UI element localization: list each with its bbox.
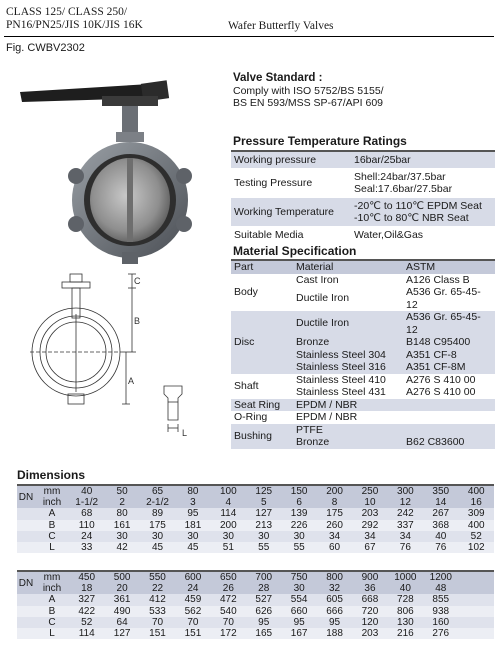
dim-cell: 102: [458, 542, 494, 553]
row-label: L: [35, 542, 69, 553]
dim-cell: 52: [458, 531, 494, 542]
size-cell: 1-1/2: [69, 497, 104, 508]
size-cell: 80: [175, 485, 210, 497]
dim-cell: 52: [69, 617, 104, 628]
part-label: Shaft: [231, 374, 293, 399]
row-label: C: [35, 531, 69, 542]
dim-cell: [458, 628, 494, 639]
astm-cell: A276 S 410 00: [403, 374, 495, 387]
dim-cell: 30: [140, 531, 175, 542]
dimensions-table-2: [17, 570, 494, 639]
dim-cell: 70: [140, 617, 175, 628]
dn-spacer: [17, 520, 35, 531]
unit-inch: inch: [35, 583, 69, 594]
dim-cell: 361: [104, 594, 139, 605]
table-header-row: [17, 497, 494, 508]
dim-cell: 533: [140, 606, 175, 617]
table-row: [231, 169, 495, 198]
dim-cell: 368: [423, 520, 458, 531]
astm-cell: A276 S 410 00: [403, 386, 495, 399]
row-label: B: [35, 520, 69, 531]
table-row: [231, 198, 495, 227]
size-cell: 1200: [423, 571, 458, 583]
astm-cell: [403, 424, 495, 437]
size-cell: 250: [352, 485, 387, 497]
table-row: [231, 152, 495, 169]
dim-cell: 34: [388, 531, 423, 542]
dim-cell: 34: [352, 531, 387, 542]
valve-standard-line-1: Comply with ISO 5752/BS 5155/: [233, 84, 384, 97]
row-value-line-2: -10℃ to 80℃ NBR Seat: [354, 212, 469, 224]
dim-cell: 327: [69, 594, 104, 605]
dim-label-a: A: [128, 376, 135, 386]
material-cell: PTFE: [293, 424, 403, 437]
dim-cell: 400: [458, 520, 494, 531]
size-cell: 6: [281, 497, 316, 508]
dim-cell: 203: [352, 508, 387, 519]
dim-cell: 260: [317, 520, 352, 531]
table-row: [17, 628, 494, 639]
material-table: [231, 259, 495, 449]
row-value: 16bar/25bar: [351, 152, 495, 169]
size-cell: 26: [211, 583, 246, 594]
table-row: [231, 227, 495, 244]
dim-cell: 938: [423, 606, 458, 617]
dim-cell: 151: [140, 628, 175, 639]
dim-cell: 45: [140, 542, 175, 553]
dim-cell: 30: [175, 531, 210, 542]
dim-cell: 412: [140, 594, 175, 605]
dim-cell: 226: [281, 520, 316, 531]
dim-cell: 188: [317, 628, 352, 639]
size-cell: 3: [175, 497, 210, 508]
dim-cell: 130: [388, 617, 423, 628]
size-cell: 350: [423, 485, 458, 497]
size-cell: 400: [458, 485, 494, 497]
size-cell: 30: [281, 583, 316, 594]
material-cell: Ductile Iron: [293, 311, 403, 336]
table-row: [17, 508, 494, 519]
dim-cell: 60: [317, 542, 352, 553]
size-cell: 16: [458, 497, 494, 508]
dim-cell: 76: [423, 542, 458, 553]
dim-cell: 127: [246, 508, 281, 519]
table-row: [17, 606, 494, 617]
row-label: A: [35, 594, 69, 605]
row-label: Working pressure: [231, 152, 351, 169]
size-cell: 600: [175, 571, 210, 583]
material-cell: Stainless Steel 316: [293, 361, 403, 374]
size-cell: 4: [211, 497, 246, 508]
dim-cell: 172: [211, 628, 246, 639]
valve-standard-title: Valve Standard :: [233, 72, 323, 84]
table-row: [231, 374, 495, 387]
dn-header: DN: [17, 485, 35, 508]
dim-cell: 720: [352, 606, 387, 617]
size-cell: 100: [211, 485, 246, 497]
dn-spacer: [17, 542, 35, 553]
dim-cell: 45: [175, 542, 210, 553]
dim-cell: 728: [388, 594, 423, 605]
table-row: [17, 531, 494, 542]
size-cell: [458, 571, 494, 583]
dn-spacer: [17, 531, 35, 542]
dim-cell: 660: [281, 606, 316, 617]
size-cell: 48: [423, 583, 458, 594]
dim-cell: 34: [317, 531, 352, 542]
dim-cell: 472: [211, 594, 246, 605]
size-cell: 22: [140, 583, 175, 594]
size-cell: 10: [352, 497, 387, 508]
dim-cell: 55: [281, 542, 316, 553]
header-part: Part: [231, 260, 293, 274]
dim-cell: 242: [388, 508, 423, 519]
table-row: [231, 399, 495, 412]
dim-cell: 68: [69, 508, 104, 519]
figure-label: Fig. CWBV2302: [6, 42, 85, 54]
dim-cell: 554: [281, 594, 316, 605]
dim-cell: 24: [69, 531, 104, 542]
table-header-row: [231, 260, 495, 274]
material-cell: Cast Iron: [293, 274, 403, 287]
header-astm: ASTM: [403, 260, 495, 274]
dimensions-table-1: [17, 484, 494, 553]
astm-cell: A351 CF-8M: [403, 361, 495, 374]
row-value: [351, 198, 495, 227]
dim-cell: 30: [246, 531, 281, 542]
material-cell: Stainless Steel 304: [293, 349, 403, 362]
dim-cell: 309: [458, 508, 494, 519]
size-cell: 2-1/2: [140, 497, 175, 508]
unit-inch: inch: [35, 497, 69, 508]
size-cell: 700: [246, 571, 281, 583]
material-cell: Stainless Steel 431: [293, 386, 403, 399]
dn-spacer: [17, 606, 35, 617]
dim-cell: [458, 617, 494, 628]
size-cell: 5: [246, 497, 281, 508]
dim-cell: 139: [281, 508, 316, 519]
part-label: Body: [231, 274, 293, 312]
dim-cell: 30: [281, 531, 316, 542]
header-material: Material: [293, 260, 403, 274]
dim-cell: 42: [104, 542, 139, 553]
table-header-row: [17, 485, 494, 497]
size-cell: 32: [317, 583, 352, 594]
dimensions-title: Dimensions: [17, 468, 86, 482]
material-cell: Stainless Steel 410: [293, 374, 403, 387]
size-cell: 200: [317, 485, 352, 497]
material-cell: EPDM / NBR: [293, 411, 403, 424]
size-cell: 550: [140, 571, 175, 583]
size-cell: 750: [281, 571, 316, 583]
dim-cell: 33: [69, 542, 104, 553]
dim-cell: 527: [246, 594, 281, 605]
dim-cell: 490: [104, 606, 139, 617]
dim-cell: 80: [104, 508, 139, 519]
size-cell: 1000: [388, 571, 423, 583]
dim-label-c: C: [134, 276, 141, 286]
table-row: [231, 424, 495, 437]
astm-cell: [403, 411, 495, 424]
valve-photo: [10, 72, 210, 268]
row-label: Testing Pressure: [231, 169, 351, 198]
size-cell: 12: [388, 497, 423, 508]
dim-cell: 292: [352, 520, 387, 531]
size-cell: 125: [246, 485, 281, 497]
material-cell: Bronze: [293, 436, 403, 449]
table-row: [231, 274, 495, 287]
astm-cell: A536 Gr. 65-45-12: [403, 311, 495, 336]
dim-cell: 165: [246, 628, 281, 639]
table-row: [17, 520, 494, 531]
part-label: Seat Ring: [231, 399, 293, 412]
table-header-row: [17, 583, 494, 594]
row-value-line-2: Seal:17.6bar/27.5bar: [354, 183, 453, 195]
size-cell: 40: [69, 485, 104, 497]
dim-cell: 120: [352, 617, 387, 628]
dim-cell: 70: [175, 617, 210, 628]
material-cell: Ductile Iron: [293, 286, 403, 311]
unit-mm: mm: [35, 485, 69, 497]
row-value-line-1: Shell:24bar/37.5bar: [354, 171, 446, 183]
dim-cell: 95: [175, 508, 210, 519]
dim-cell: 276: [423, 628, 458, 639]
size-cell: 18: [69, 583, 104, 594]
dim-cell: 51: [211, 542, 246, 553]
dim-cell: 540: [211, 606, 246, 617]
dim-cell: 151: [175, 628, 210, 639]
dn-spacer: [17, 617, 35, 628]
size-cell: 20: [104, 583, 139, 594]
dim-cell: 30: [104, 531, 139, 542]
dim-cell: 167: [281, 628, 316, 639]
astm-cell: A536 Gr. 65-45-12: [403, 286, 495, 311]
astm-cell: A126 Class B: [403, 274, 495, 287]
astm-cell: [403, 399, 495, 412]
row-label: C: [35, 617, 69, 628]
dim-cell: 203: [352, 628, 387, 639]
row-label: A: [35, 508, 69, 519]
dim-cell: 40: [423, 531, 458, 542]
dim-cell: 30: [211, 531, 246, 542]
dim-cell: 668: [352, 594, 387, 605]
dn-spacer: [17, 594, 35, 605]
dim-cell: 160: [423, 617, 458, 628]
size-cell: 14: [423, 497, 458, 508]
dim-cell: 175: [317, 508, 352, 519]
dim-cell: 70: [211, 617, 246, 628]
size-cell: 2: [104, 497, 139, 508]
valve-standard: [233, 72, 384, 110]
row-label: L: [35, 628, 69, 639]
standards-line-2: PN16/PN25/JIS 10K/JIS 16K: [6, 19, 143, 31]
size-cell: 50: [104, 485, 139, 497]
size-cell: 65: [140, 485, 175, 497]
part-label: Bushing: [231, 424, 293, 449]
dim-cell: 110: [69, 520, 104, 531]
dim-cell: 626: [246, 606, 281, 617]
valve-standard-line-2: BS EN 593/MSS SP-67/API 609: [233, 97, 383, 109]
header-divider: [4, 36, 494, 37]
dim-cell: 806: [388, 606, 423, 617]
size-cell: 40: [388, 583, 423, 594]
dim-cell: 181: [175, 520, 210, 531]
row-label: B: [35, 606, 69, 617]
table-row: [231, 411, 495, 424]
dim-cell: 89: [140, 508, 175, 519]
dim-cell: 855: [423, 594, 458, 605]
dim-label-b: B: [134, 316, 141, 326]
dim-cell: 605: [317, 594, 352, 605]
dim-cell: 114: [211, 508, 246, 519]
dim-cell: 55: [246, 542, 281, 553]
size-cell: [458, 583, 494, 594]
dim-cell: 666: [317, 606, 352, 617]
dim-cell: 267: [423, 508, 458, 519]
dim-cell: 562: [175, 606, 210, 617]
row-value: [351, 169, 495, 198]
size-cell: 36: [352, 583, 387, 594]
standards-header: [6, 6, 143, 32]
astm-cell: A351 CF-8: [403, 349, 495, 362]
dn-spacer: [17, 628, 35, 639]
dn-spacer: [17, 508, 35, 519]
size-cell: 500: [104, 571, 139, 583]
part-label: Disc: [231, 311, 293, 374]
dim-cell: 114: [69, 628, 104, 639]
astm-cell: B148 C95400: [403, 336, 495, 349]
dim-cell: 95: [246, 617, 281, 628]
material-title: Material Specification: [233, 244, 357, 258]
seat-section-drawing: [156, 380, 200, 440]
dim-cell: 76: [388, 542, 423, 553]
dim-cell: 216: [388, 628, 423, 639]
size-cell: 450: [69, 571, 104, 583]
row-value-line-1: -20℃ to 110℃ EPDM Seat: [354, 200, 482, 212]
dim-cell: [458, 594, 494, 605]
astm-cell: B62 C83600: [403, 436, 495, 449]
dim-cell: 95: [281, 617, 316, 628]
dim-cell: 200: [211, 520, 246, 531]
size-cell: 800: [317, 571, 352, 583]
dim-cell: 337: [388, 520, 423, 531]
dn-header: DN: [17, 571, 35, 594]
dim-cell: 175: [140, 520, 175, 531]
dim-cell: 67: [352, 542, 387, 553]
pressure-temperature-title: Pressure Temperature Ratings: [233, 134, 407, 148]
size-cell: 24: [175, 583, 210, 594]
row-label: Working Temperature: [231, 198, 351, 227]
part-label: O-Ring: [231, 411, 293, 424]
row-label: Suitable Media: [231, 227, 351, 244]
table-header-row: [17, 571, 494, 583]
dim-cell: 127: [104, 628, 139, 639]
size-cell: 900: [352, 571, 387, 583]
unit-mm: mm: [35, 571, 69, 583]
size-cell: 28: [246, 583, 281, 594]
dim-cell: 161: [104, 520, 139, 531]
material-cell: EPDM / NBR: [293, 399, 403, 412]
dim-cell: 95: [317, 617, 352, 628]
size-cell: 300: [388, 485, 423, 497]
size-cell: 8: [317, 497, 352, 508]
table-row: [17, 594, 494, 605]
table-row: [17, 617, 494, 628]
product-title: Wafer Butterfly Valves: [228, 20, 334, 32]
size-cell: 650: [211, 571, 246, 583]
dim-cell: [458, 606, 494, 617]
dim-cell: 64: [104, 617, 139, 628]
size-cell: 150: [281, 485, 316, 497]
standards-line-1: CLASS 125/ CLASS 250/: [6, 6, 128, 18]
material-cell: Bronze: [293, 336, 403, 349]
dim-cell: 422: [69, 606, 104, 617]
row-value: Water,Oil&Gas: [351, 227, 495, 244]
dim-cell: 459: [175, 594, 210, 605]
dim-label-l: L: [182, 428, 188, 438]
pressure-temperature-table: [231, 152, 495, 244]
dim-cell: 213: [246, 520, 281, 531]
table-row: [17, 542, 494, 553]
table-row: [231, 311, 495, 336]
